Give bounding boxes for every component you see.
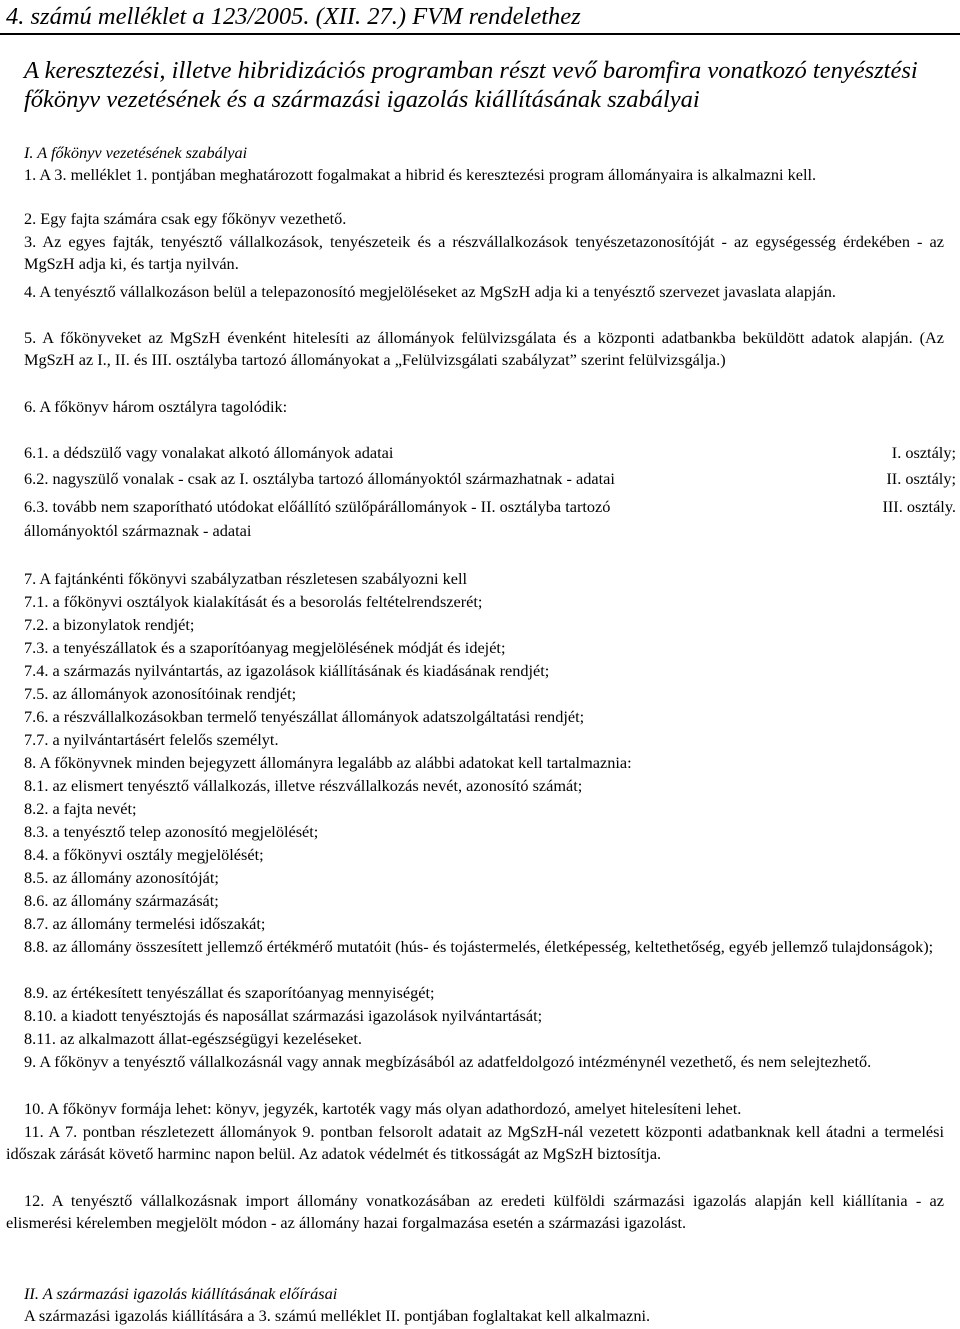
list-item: 7.6. a részvállalkozásokban termelő tenyészállat állományok adatszolgáltatási rendjét; [24,707,585,726]
list-item: 8.9. az értékesített tenyészállat és szaporítóanyag mennyiségét; [24,983,435,1002]
running-header [0,0,960,36]
section-2-heading: II. A származási igazolás kiállításának előírásai [24,1284,338,1303]
list-item: 8.7. az állomány termelési időszakát; [24,914,266,933]
paragraph-2: 2. Egy fajta számára csak egy főkönyv vezethető. [24,209,347,228]
list-item: 7.1. a főkönyvi osztályok kialakítását és a besorolás feltételrendszerét; [24,592,483,611]
section-2-paragraph: A származási igazolás kiállítására a 3. számú melléklet II. pontjában foglaltakat kell alkalmazni. [24,1306,651,1325]
list-item: 8.3. a tenyésztő telep azonosító megjelölését; [24,822,319,841]
paragraph-11: 11. A 7. pontban részletezett állományok 9. pontban felsorolt adatait az MgSzH-nál vezetett központi adatbanknak kell átadni a termelési időszak zárását követő harminc napon belül. Az adatok védelmét és titkosságát az MgSzH biztosítja. [6,1122,944,1163]
list-item: 7.3. a tenyészállatok és a szaporítóanyag megjelölésének módját és idejét; [24,638,506,657]
list-item: 8.1. az elismert tenyésztő vállalkozás, illetve részvállalkozás nevét, azonosító számát; [24,776,583,795]
paragraph-9: 9. A főkönyv a tenyésztő vállalkozásnál vagy annak megbízásából az adatfeldolgozó intézménynél vezethető, és nem selejtezhető. [24,1052,872,1071]
list-item: 7.2. a bizonylatok rendjét; [24,615,195,634]
header-rule [0,33,960,35]
list-item: 8.5. az állomány azonosítóját; [24,868,219,887]
class-item-text: 6.1. a dédszülő vagy vonalakat alkotó állományok adatai [24,443,394,462]
list-item: 7.4. a származás nyilvántartás, az igazolások kiállításának és kiadásának rendjét; [24,661,550,680]
paragraph-10: 10. A főkönyv formája lehet: könyv, jegyzék, kartoték vagy más olyan adathordozó, amelyet hitelesíteni lehet. [24,1099,742,1118]
class-item-label: II. osztály; [886,469,956,488]
paragraph-8: 8. A főkönyvnek minden bejegyzett állományra legalább az alábbi adatokat kell tartalmaznia: [24,753,632,772]
list-item: 7.7. a nyilvántartásért felelős személyt. [24,730,279,749]
class-item-text: 6.2. nagyszülő vonalak - csak az I. osztályba tartozó állományoktól származhatnak - adatai [24,469,615,488]
class-item-text-continued: állományoktól származnak - adatai [24,521,252,540]
paragraph-7: 7. A fajtánkénti főkönyvi szabályzatban részletesen szabályozni kell [24,569,468,588]
list-item: 8.10. a kiadott tenyésztojás és naposállat származási igazolások nyilvántartását; [24,1006,543,1025]
class-item-label: I. osztály; [891,443,956,462]
list-item: 8.11. az alkalmazott állat-egészségügyi kezeléseket. [24,1029,362,1048]
paragraph-5: 5. A főkönyveket az MgSzH évenként hitelesíti az állományok felülvizsgálata és a központi adatbankba beküldött adatok alapján. (Az MgSzH az I., II. és III. osztályba tartozó állományokat a „Felülvizsgálati szabályzat” szerint felülvizsgálja.) [24,328,944,369]
list-item-8-8: 8.8. az állomány összesített jellemző értékmérő mutatóit (hús- és tojástermelés, életképesség, keltethetőség, egyéb jellemző tulajdonságok); [24,937,934,956]
paragraph-4: 4. A tenyésztő vállalkozáson belül a telepazonosító megjelöléseket az MgSzH adja ki a tenyésztő szervezet javaslata alapján. [24,282,836,301]
document-title: A keresztezési, illetve hibridizációs programban részt vevő baromfira vonatkozó tenyésztési főkönyv vezetésének és a származási igazolás kiállításának szabályai [24,57,918,113]
list-item: 8.6. az állomány származását; [24,891,219,910]
paragraph-12: 12. A tenyésztő vállalkozásnak import állomány vonatkozásában az eredeti külföldi származási igazolás alapján kell kiállítania - az elismerési kérelemben megjelölt módon - az állomány hazai forgalmazása esetén a származási igazolást. [6,1191,944,1232]
paragraph-3: 3. Az egyes fajták, tenyésztő vállalkozások, tenyészeteik és a részvállalkozások tenyészetazonosítóját - az egységesség érdekében - az MgSzH adja ki, és tartja nyilván. [24,232,944,273]
paragraph-1: 1. A 3. melléklet 1. pontjában meghatározott fogalmakat a hibrid és keresztezési program állományaira is alkalmazni kell. [24,165,817,184]
list-item: 7.5. az állományok azonosítóinak rendjét; [24,684,297,703]
list-item: 8.4. a főkönyvi osztály megjelölését; [24,845,264,864]
running-header-text: 4. számú melléklet a 123/2005. (XII. 27.) FVM rendelethez [6,3,581,30]
paragraph-6: 6. A főkönyv három osztályra tagolódik: [24,397,288,416]
class-item-text: 6.3. tovább nem szaporítható utódokat előállító szülőpárállományok - II. osztályba tartozó [24,497,611,516]
class-item-label: III. osztály. [882,497,956,516]
list-item: 8.2. a fajta nevét; [24,799,137,818]
section-1-heading: I. A főkönyv vezetésének szabályai [24,143,248,162]
